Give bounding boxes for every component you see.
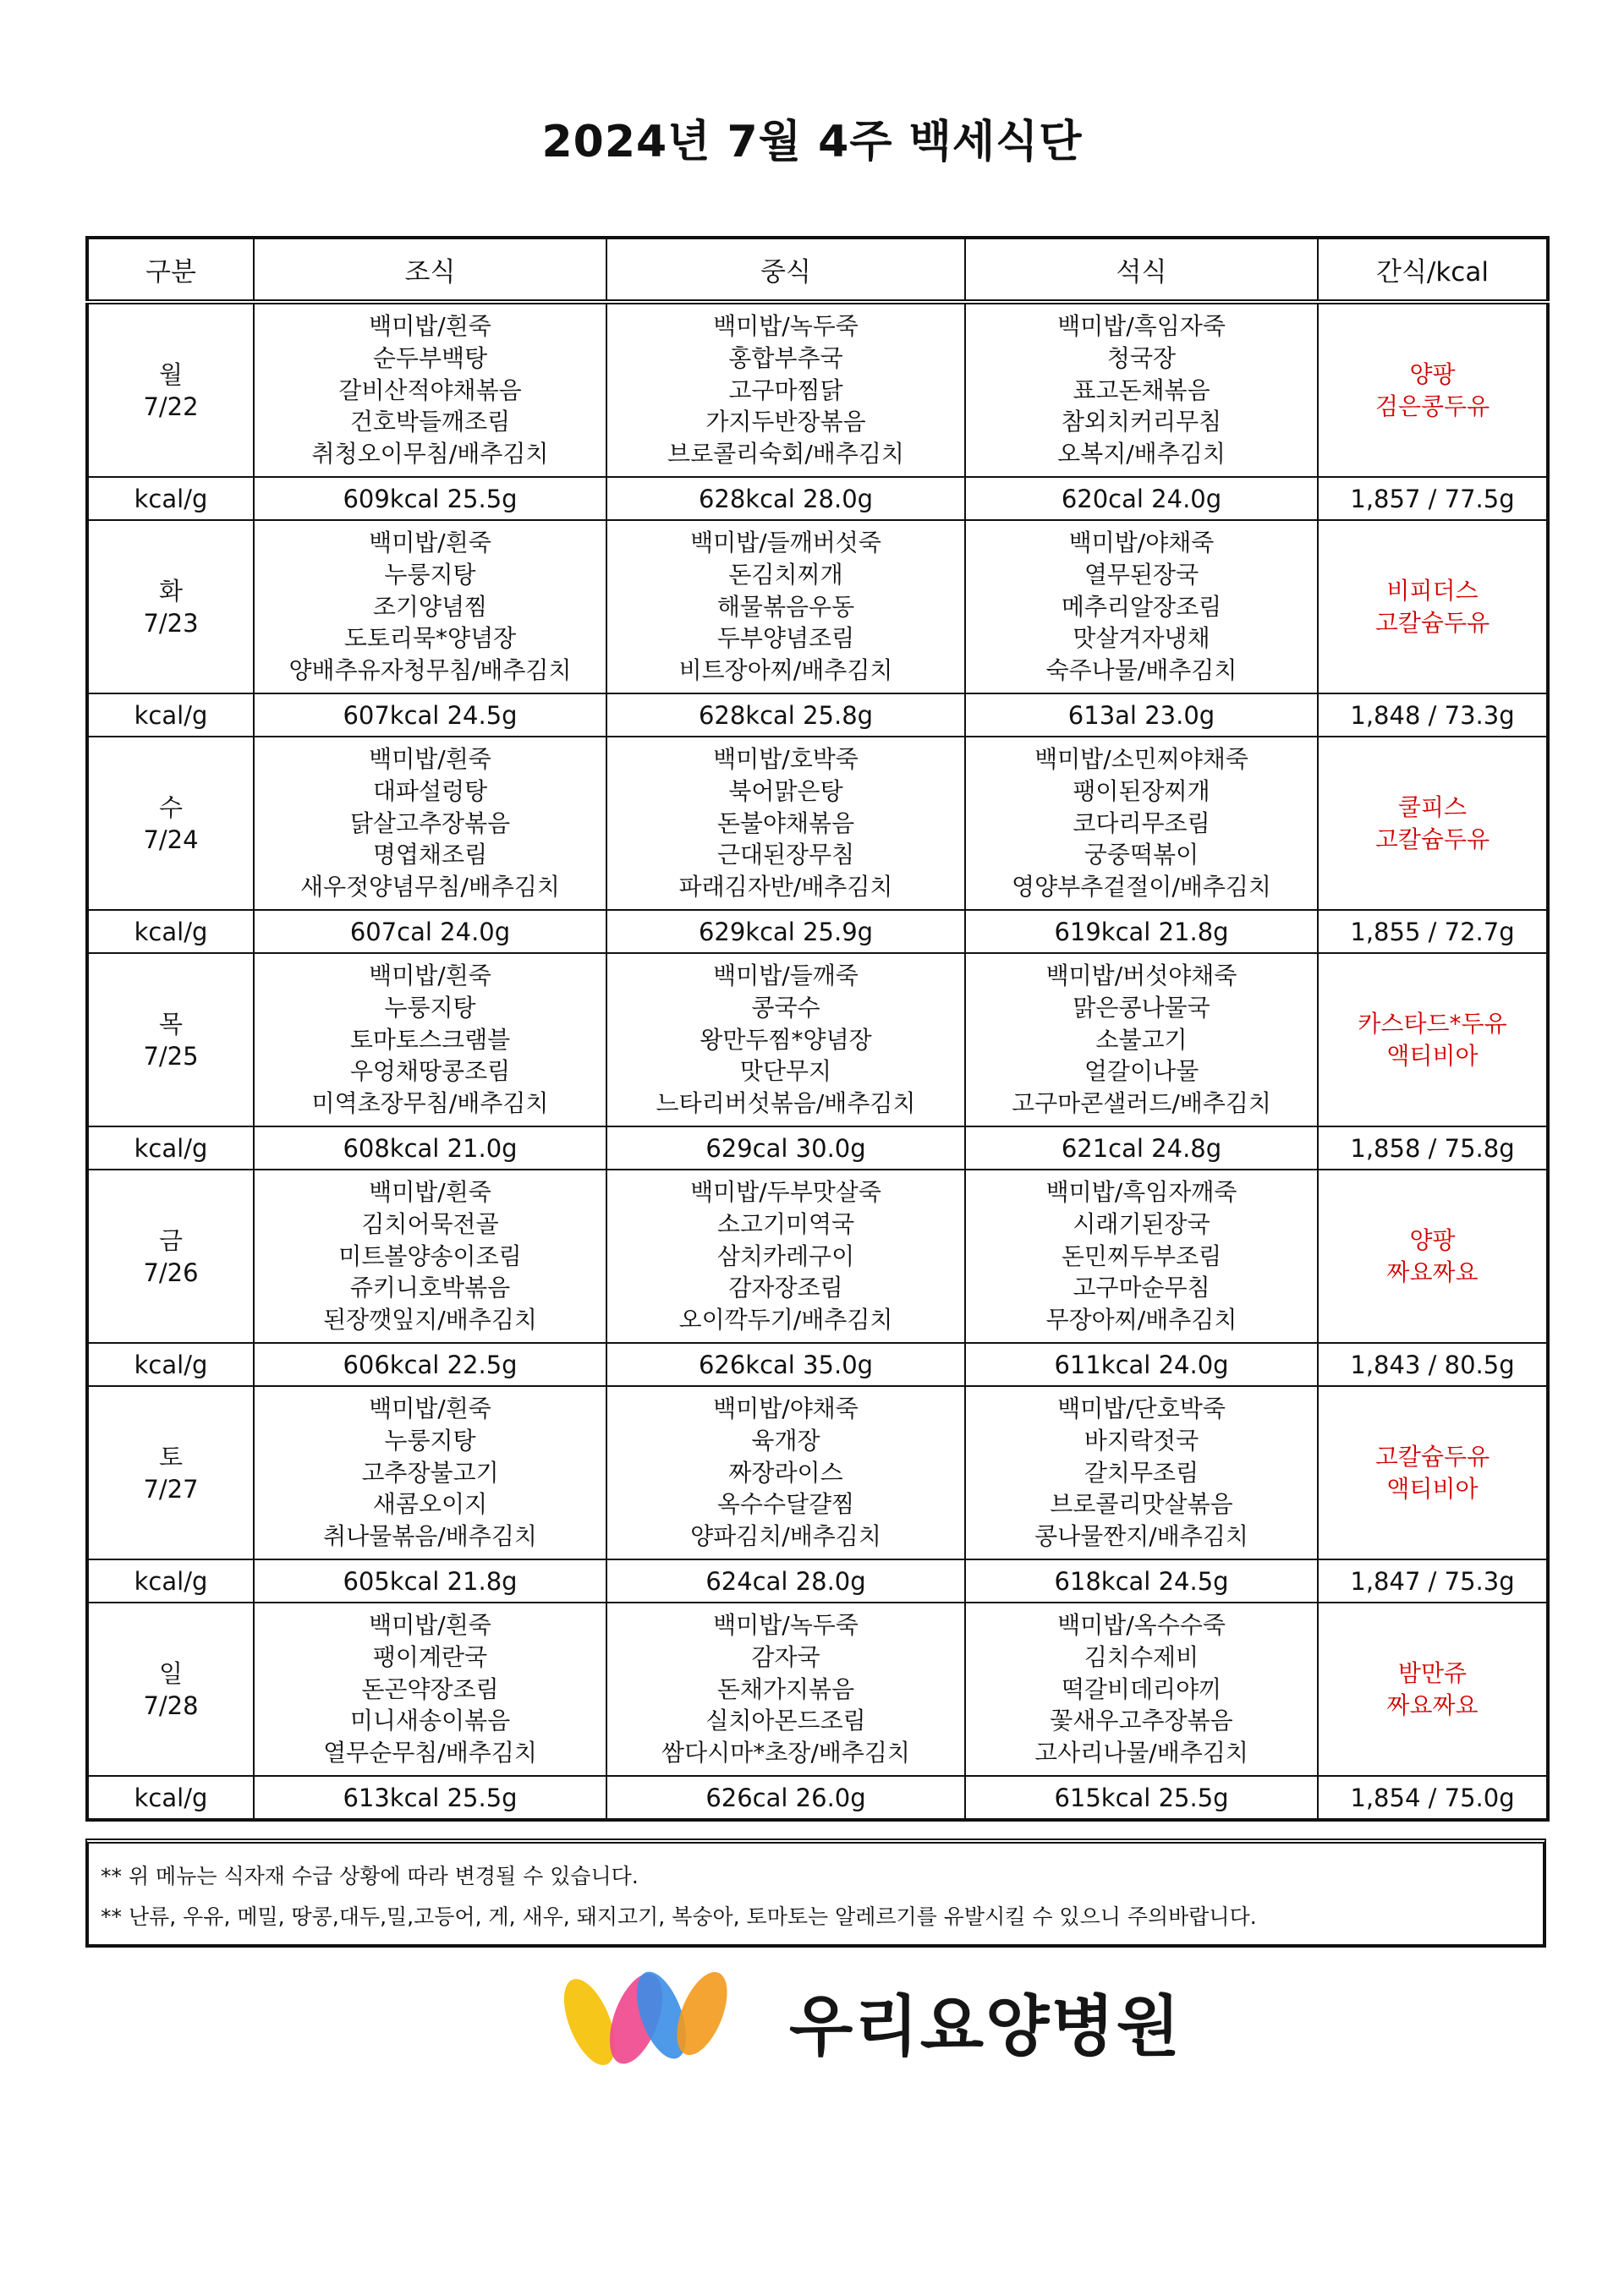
snack-item: 비피더스	[1386, 576, 1479, 605]
menu-item: 백미밥/녹두죽	[713, 1611, 859, 1639]
menu-item: 백미밥/흰죽	[369, 962, 491, 989]
snack-item: 액티비아	[1386, 1474, 1479, 1503]
breakfast-cell	[254, 1170, 606, 1343]
menu-item: 백미밥/야채죽	[1068, 529, 1215, 556]
lunch-cell	[606, 1170, 965, 1343]
kcal-label: kcal/g	[87, 1776, 254, 1820]
lunch-cell	[606, 520, 965, 693]
menu-item: 궁중떡볶이	[1084, 841, 1199, 869]
date-label: 7/23	[143, 608, 199, 638]
menu-item: 오이깍두기/배추김치	[678, 1306, 893, 1334]
snack-item: 양팡	[1409, 359, 1456, 388]
menu-item: 영양부추겉절이/배추김치	[1012, 873, 1271, 901]
menu-item: 새콤오이지	[372, 1490, 488, 1519]
breakfast-cell	[254, 737, 606, 910]
day-menu-row	[87, 1386, 1548, 1559]
menu-item: 된장깻잎지/배추김치	[323, 1306, 537, 1334]
menu-item: 고구마콘샐러드/배추김치	[1012, 1089, 1271, 1118]
total-kcal: 1,847 / 75.3g	[1318, 1559, 1548, 1603]
menu-item: 고사리나물/배추김치	[1034, 1739, 1248, 1767]
dinner-kcal: 619kcal 21.8g	[965, 910, 1318, 953]
lunch-cell	[606, 737, 965, 910]
note-line: ** 난류, 우유, 메밀, 땅콩,대두,밀,고등어, 게, 새우, 돼지고기, 복숭아, 토마토는 알레르기를 유발시킬 수 있으니 주의바랍니다.	[101, 1904, 1257, 1929]
breakfast-kcal: 608kcal 21.0g	[254, 1126, 606, 1170]
day-label: 일	[158, 1658, 183, 1688]
note-line: ** 위 메뉴는 식자재 수급 상황에 따라 변경될 수 있습니다.	[101, 1864, 639, 1888]
menu-item: 백미밥/녹두죽	[713, 312, 859, 340]
snack-item: 짜요짜요	[1386, 1258, 1479, 1286]
breakfast-kcal: 606kcal 22.5g	[254, 1343, 606, 1386]
menu-item: 백미밥/버섯야채죽	[1045, 962, 1237, 989]
menu-item: 실치아몬드조림	[705, 1707, 866, 1735]
day-menu-row	[87, 1170, 1548, 1343]
menu-item: 근대된장무침	[716, 841, 855, 869]
kcal-row	[87, 1776, 1548, 1820]
header-lunch: 중식	[606, 238, 965, 302]
total-kcal: 1,854 / 75.0g	[1318, 1776, 1548, 1820]
menu-item: 삼치카레구이	[716, 1241, 855, 1270]
day-label: 금	[158, 1225, 183, 1255]
breakfast-cell	[254, 953, 606, 1126]
day-cell	[87, 737, 254, 910]
header-snack: 간식/kcal	[1318, 238, 1548, 302]
dinner-cell	[965, 1170, 1318, 1343]
menu-item: 브로콜리맛살볶음	[1050, 1490, 1233, 1519]
menu-item: 누룽지탕	[384, 993, 476, 1022]
snack-item: 고칼슘두유	[1374, 825, 1490, 853]
kcal-label: kcal/g	[87, 1343, 254, 1386]
menu-item: 옥수수달걀찜	[716, 1490, 855, 1519]
menu-item: 고구마찜닭	[728, 375, 843, 404]
menu-item: 대파설렁탕	[372, 776, 488, 805]
breakfast-cell	[254, 520, 606, 693]
date-label: 7/26	[143, 1258, 199, 1287]
menu-item: 누룽지탕	[384, 560, 476, 589]
menu-item: 도토리묵*양념장	[343, 624, 517, 653]
menu-item: 백미밥/들깨버섯죽	[690, 529, 881, 556]
menu-item: 미트볼양송이조림	[338, 1241, 522, 1270]
header-dinner: 석식	[965, 238, 1318, 302]
day-label: 월	[158, 359, 183, 389]
menu-item: 콩국수	[751, 993, 820, 1022]
snack-item: 고칼슘두유	[1374, 608, 1490, 637]
day-label: 화	[158, 576, 183, 606]
snack-cell	[1318, 953, 1548, 1126]
dinner-kcal: 618kcal 24.5g	[965, 1559, 1318, 1603]
lunch-kcal: 626cal 26.0g	[606, 1776, 965, 1820]
menu-item: 쥬키니호박볶음	[349, 1274, 511, 1302]
lunch-kcal: 629kcal 25.9g	[606, 910, 965, 953]
menu-item: 오복지/배추김치	[1057, 440, 1226, 469]
kcal-label: kcal/g	[87, 1126, 254, 1170]
menu-item: 백미밥/두부맛살죽	[690, 1178, 881, 1206]
breakfast-cell	[254, 302, 606, 477]
menu-item: 두부양념조림	[716, 624, 855, 653]
menu-item: 백미밥/흰죽	[369, 312, 491, 340]
kcal-row	[87, 1559, 1548, 1603]
day-menu-row	[87, 737, 1548, 910]
menu-item: 고구마순무침	[1073, 1274, 1210, 1302]
snack-cell	[1318, 1386, 1548, 1559]
lunch-cell	[606, 953, 965, 1126]
menu-item: 누룽지탕	[384, 1426, 476, 1455]
menu-item: 시래기된장국	[1073, 1209, 1210, 1238]
dinner-cell	[965, 737, 1318, 910]
snack-item: 고칼슘두유	[1374, 1442, 1490, 1471]
menu-item: 백미밥/소민찌야채죽	[1034, 745, 1248, 773]
snack-item: 검은콩두유	[1374, 392, 1490, 420]
menu-item: 팽이된장찌개	[1073, 776, 1210, 805]
menu-item: 미역초장무침/배추김치	[311, 1089, 549, 1118]
menu-item: 돈김치찌개	[728, 560, 843, 589]
lunch-kcal: 629cal 30.0g	[606, 1126, 965, 1170]
kcal-label: kcal/g	[87, 477, 254, 520]
menu-item: 새우젓양념무침/배추김치	[300, 873, 560, 901]
menu-item: 돈불야채볶음	[716, 808, 855, 837]
menu-item: 숙주나물/배추김치	[1045, 656, 1237, 685]
menu-item: 백미밥/흑임자깨죽	[1045, 1178, 1237, 1206]
menu-item: 가지두반장볶음	[705, 408, 866, 436]
snack-item: 액티비아	[1386, 1041, 1479, 1070]
menu-item: 취청오이무침/배추김치	[311, 440, 549, 469]
menu-item: 백미밥/들깨죽	[713, 962, 859, 989]
menu-item: 열무순무침/배추김치	[323, 1739, 537, 1767]
header-breakfast: 조식	[254, 238, 606, 302]
menu-item: 얼갈이나물	[1084, 1057, 1199, 1086]
lunch-kcal: 624cal 28.0g	[606, 1559, 965, 1603]
day-cell	[87, 1386, 254, 1559]
menu-item: 소고기미역국	[716, 1209, 855, 1238]
day-menu-row	[87, 520, 1548, 693]
menu-item: 김치수제비	[1084, 1642, 1199, 1671]
snack-cell	[1318, 1170, 1548, 1343]
snack-item: 양팡	[1409, 1225, 1456, 1254]
snack-cell	[1318, 520, 1548, 693]
menu-item: 청국장	[1106, 343, 1177, 372]
total-kcal: 1,858 / 75.8g	[1318, 1126, 1548, 1170]
breakfast-kcal: 607cal 24.0g	[254, 910, 606, 953]
menu-item: 감자장조림	[728, 1274, 843, 1302]
menu-item: 맑은콩나물국	[1073, 993, 1210, 1022]
day-cell	[87, 1170, 254, 1343]
day-menu-row	[87, 1603, 1548, 1776]
kcal-row	[87, 910, 1548, 953]
breakfast-kcal: 607kcal 24.5g	[254, 693, 606, 737]
menu-item: 건호박들깨조림	[349, 408, 511, 436]
menu-item: 짜장라이스	[728, 1458, 843, 1487]
menu-item: 백미밥/흰죽	[369, 1178, 491, 1206]
menu-item: 비트장아찌/배추김치	[678, 656, 893, 685]
menu-item: 북어맑은탕	[728, 776, 843, 805]
day-cell	[87, 1603, 254, 1776]
menu-item: 홍합부추국	[728, 343, 843, 372]
lunch-kcal: 628kcal 25.8g	[606, 693, 965, 737]
kcal-row	[87, 1343, 1548, 1386]
day-label: 목	[158, 1009, 183, 1038]
day-label: 수	[158, 792, 183, 822]
menu-item: 우엉채땅콩조림	[349, 1057, 511, 1086]
dinner-kcal: 620cal 24.0g	[965, 477, 1318, 520]
menu-item: 무장아찌/배추김치	[1045, 1306, 1237, 1334]
menu-item: 양파김치/배추김치	[690, 1522, 881, 1551]
menu-item: 돈채가지볶음	[716, 1674, 855, 1703]
menu-item: 코다리무조림	[1073, 808, 1210, 837]
breakfast-kcal: 609kcal 25.5g	[254, 477, 606, 520]
lunch-cell	[606, 302, 965, 477]
dinner-kcal: 613al 23.0g	[965, 693, 1318, 737]
menu-item: 백미밥/흰죽	[369, 745, 491, 773]
menu-item: 양배추유자청무침/배추김치	[288, 656, 572, 685]
dinner-kcal: 615kcal 25.5g	[965, 1776, 1318, 1820]
day-cell	[87, 302, 254, 477]
menu-item: 팽이계란국	[372, 1642, 488, 1671]
menu-item: 열무된장국	[1084, 560, 1199, 589]
kcal-row	[87, 477, 1548, 520]
total-kcal: 1,843 / 80.5g	[1318, 1343, 1548, 1386]
dinner-cell	[965, 520, 1318, 693]
menu-item: 콩나물짠지/배추김치	[1034, 1522, 1248, 1551]
total-kcal: 1,855 / 72.7g	[1318, 910, 1548, 953]
menu-item: 조기양념찜	[372, 592, 488, 621]
menu-item: 왕만두찜*양념장	[700, 1025, 872, 1054]
snack-item: 카스타드*두유	[1358, 1009, 1507, 1038]
breakfast-cell	[254, 1386, 606, 1559]
menu-item: 미니새송이볶음	[349, 1707, 511, 1735]
menu-item: 순두부백탕	[372, 343, 488, 372]
date-label: 7/22	[143, 392, 199, 421]
breakfast-kcal: 613kcal 25.5g	[254, 1776, 606, 1820]
kcal-label: kcal/g	[87, 1559, 254, 1603]
lunch-cell	[606, 1386, 965, 1559]
header-row	[87, 238, 1548, 302]
menu-item: 백미밥/흰죽	[369, 1611, 491, 1639]
menu-item: 백미밥/호박죽	[713, 745, 859, 773]
menu-item: 맛단무지	[739, 1057, 832, 1086]
snack-cell	[1318, 737, 1548, 910]
menu-item: 표고돈채볶음	[1073, 375, 1210, 404]
menu-item: 감자국	[751, 1642, 820, 1671]
date-label: 7/24	[143, 825, 199, 854]
breakfast-cell	[254, 1603, 606, 1776]
dinner-cell	[965, 1386, 1318, 1559]
day-menu-row	[87, 953, 1548, 1126]
dinner-cell	[965, 302, 1318, 477]
menu-item: 토마토스크램블	[349, 1025, 511, 1054]
menu-item: 돈곤약장조림	[361, 1674, 499, 1703]
header-category: 구분	[87, 238, 254, 302]
menu-item: 백미밥/흰죽	[369, 529, 491, 556]
menu-item: 돈민찌두부조림	[1061, 1241, 1222, 1270]
snack-item: 밤만쥬	[1397, 1658, 1468, 1687]
menu-item: 갈비산적야채볶음	[338, 375, 522, 404]
kcal-row	[87, 693, 1548, 737]
total-kcal: 1,848 / 73.3g	[1318, 693, 1548, 737]
menu-item: 참외치커리무침	[1061, 408, 1222, 436]
total-kcal: 1,857 / 77.5g	[1318, 477, 1548, 520]
snack-item: 짜요짜요	[1386, 1690, 1479, 1719]
dinner-kcal: 621cal 24.8g	[965, 1126, 1318, 1170]
lunch-kcal: 628kcal 28.0g	[606, 477, 965, 520]
menu-item: 육개장	[751, 1426, 820, 1455]
menu-item: 브로콜리숙회/배추김치	[667, 440, 904, 469]
menu-table	[85, 236, 1550, 1822]
hospital-name: 우리요양병원	[789, 1989, 1182, 2065]
menu-item: 백미밥/단호박죽	[1057, 1395, 1226, 1422]
menu-item: 백미밥/야채죽	[713, 1395, 859, 1422]
kcal-label: kcal/g	[87, 910, 254, 953]
snack-item: 쿨피스	[1397, 792, 1468, 821]
kcal-label: kcal/g	[87, 693, 254, 737]
lunch-cell	[606, 1603, 965, 1776]
menu-item: 떡갈비데리야끼	[1061, 1674, 1222, 1703]
day-menu-row	[87, 302, 1548, 477]
dinner-cell	[965, 953, 1318, 1126]
notes	[85, 1838, 1546, 1948]
menu-item: 꽃새우고추장볶음	[1050, 1707, 1233, 1735]
dinner-kcal: 611kcal 24.0g	[965, 1343, 1318, 1386]
menu-item: 김치어묵전골	[361, 1209, 499, 1238]
menu-item: 바지락젓국	[1084, 1426, 1199, 1455]
menu-item: 맛살겨자냉채	[1073, 624, 1210, 653]
menu-item: 백미밥/옥수수죽	[1057, 1611, 1226, 1639]
menu-item: 명엽채조림	[372, 841, 488, 869]
menu-item: 느타리버섯볶음/배추김치	[656, 1089, 916, 1118]
menu-item: 백미밥/흑임자죽	[1057, 312, 1226, 340]
menu-item: 고추장불고기	[361, 1458, 499, 1487]
menu-item: 취나물볶음/배추김치	[323, 1522, 537, 1551]
menu-item: 파래김자반/배추김치	[678, 873, 893, 901]
date-label: 7/27	[143, 1474, 199, 1504]
menu-item: 메추리알장조림	[1061, 592, 1222, 621]
menu-item: 소불고기	[1095, 1025, 1188, 1054]
kcal-row	[87, 1126, 1548, 1170]
lunch-kcal: 626kcal 35.0g	[606, 1343, 965, 1386]
menu-item: 해물볶음우동	[716, 592, 855, 621]
page-title: 2024년 7월 4주 백세식단	[541, 117, 1083, 167]
dinner-cell	[965, 1603, 1318, 1776]
menu-item: 쌈다시마*초장/배추김치	[661, 1739, 910, 1767]
date-label: 7/28	[143, 1690, 199, 1720]
snack-cell	[1318, 302, 1548, 477]
day-label: 토	[158, 1442, 183, 1471]
day-cell	[87, 520, 254, 693]
menu-item: 갈치무조림	[1084, 1458, 1199, 1487]
day-cell	[87, 953, 254, 1126]
date-label: 7/25	[143, 1041, 199, 1071]
breakfast-kcal: 605kcal 21.8g	[254, 1559, 606, 1603]
snack-cell	[1318, 1603, 1548, 1776]
menu-item: 백미밥/흰죽	[369, 1395, 491, 1422]
menu-item: 닭살고추장볶음	[349, 808, 511, 837]
